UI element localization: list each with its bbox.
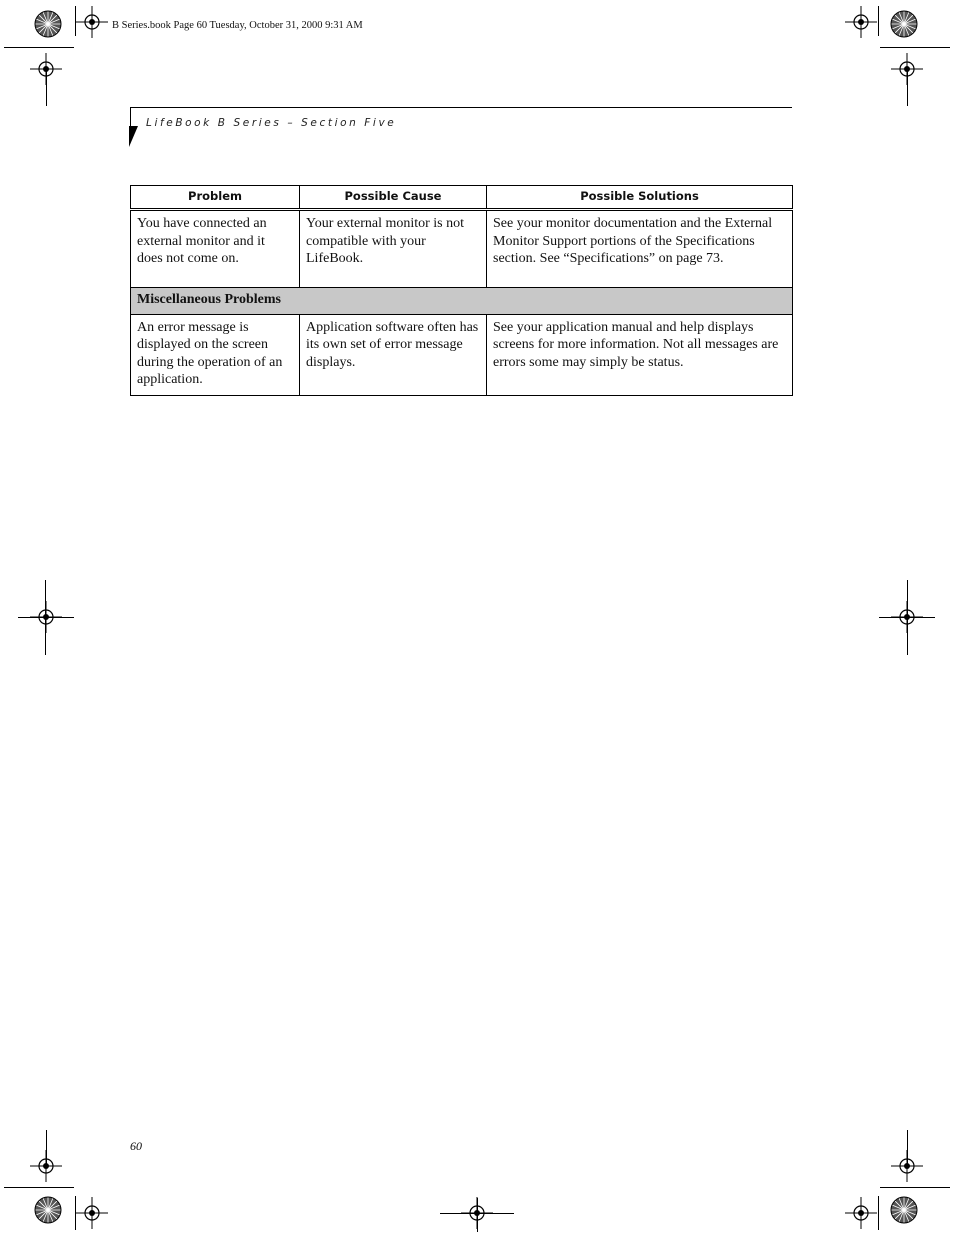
crop-mark <box>880 47 950 48</box>
table-header-row <box>131 186 793 210</box>
crosshair-registration-mark-icon <box>30 53 62 85</box>
crop-mark <box>878 1196 879 1230</box>
troubleshooting-table <box>130 185 793 396</box>
color-starburst-mark-icon <box>890 10 918 38</box>
header-rule <box>130 107 792 108</box>
crop-mark <box>880 1187 950 1188</box>
crosshair-registration-mark-icon <box>891 1150 923 1182</box>
cause-cell: Your external monitor is not compatible with your LifeBook. <box>300 210 487 288</box>
section-heading-miscellaneous-problems: Miscellaneous Problems <box>131 288 793 315</box>
page-number: 60 <box>130 1139 142 1153</box>
crosshair-registration-mark-icon <box>76 1197 108 1229</box>
column-header-problem: Problem <box>131 186 300 210</box>
color-starburst-mark-icon <box>34 1196 62 1224</box>
color-starburst-mark-icon <box>34 10 62 38</box>
running-header: LifeBook B Series – Section Five <box>146 117 397 129</box>
crop-mark <box>18 617 74 618</box>
crop-mark <box>4 47 74 48</box>
crosshair-registration-mark-icon <box>845 1197 877 1229</box>
header-wedge-mark <box>129 126 138 147</box>
problem-cell: An error message is displayed on the screen during the operation of an application. <box>131 314 300 395</box>
crosshair-registration-mark-icon <box>891 53 923 85</box>
crop-mark <box>4 1187 74 1188</box>
crosshair-registration-mark-icon <box>30 1150 62 1182</box>
solution-cell: See your application manual and help displays screens for more information. Not all messages are errors some may simply be status. <box>487 314 793 395</box>
crop-mark <box>477 1198 478 1232</box>
problem-cell: You have connected an external monitor and it does not come on. <box>131 210 300 288</box>
column-header-possible-cause: Possible Cause <box>300 186 487 210</box>
color-starburst-mark-icon <box>890 1196 918 1224</box>
section-row <box>131 288 793 315</box>
crosshair-registration-mark-icon <box>76 6 108 38</box>
crop-mark <box>878 6 879 36</box>
crosshair-registration-mark-icon <box>845 6 877 38</box>
solution-cell: See your monitor documentation and the External Monitor Support portions of the Specifications section. See “Specifications” on page 73. <box>487 210 793 288</box>
column-header-possible-solutions: Possible Solutions <box>487 186 793 210</box>
table-row <box>131 314 793 395</box>
print-slug-line: B Series.book Page 60 Tuesday, October 31, 2000 9:31 AM <box>112 20 363 31</box>
cause-cell: Application software often has its own set of error message displays. <box>300 314 487 395</box>
table-row <box>131 210 793 288</box>
crop-mark <box>879 617 935 618</box>
